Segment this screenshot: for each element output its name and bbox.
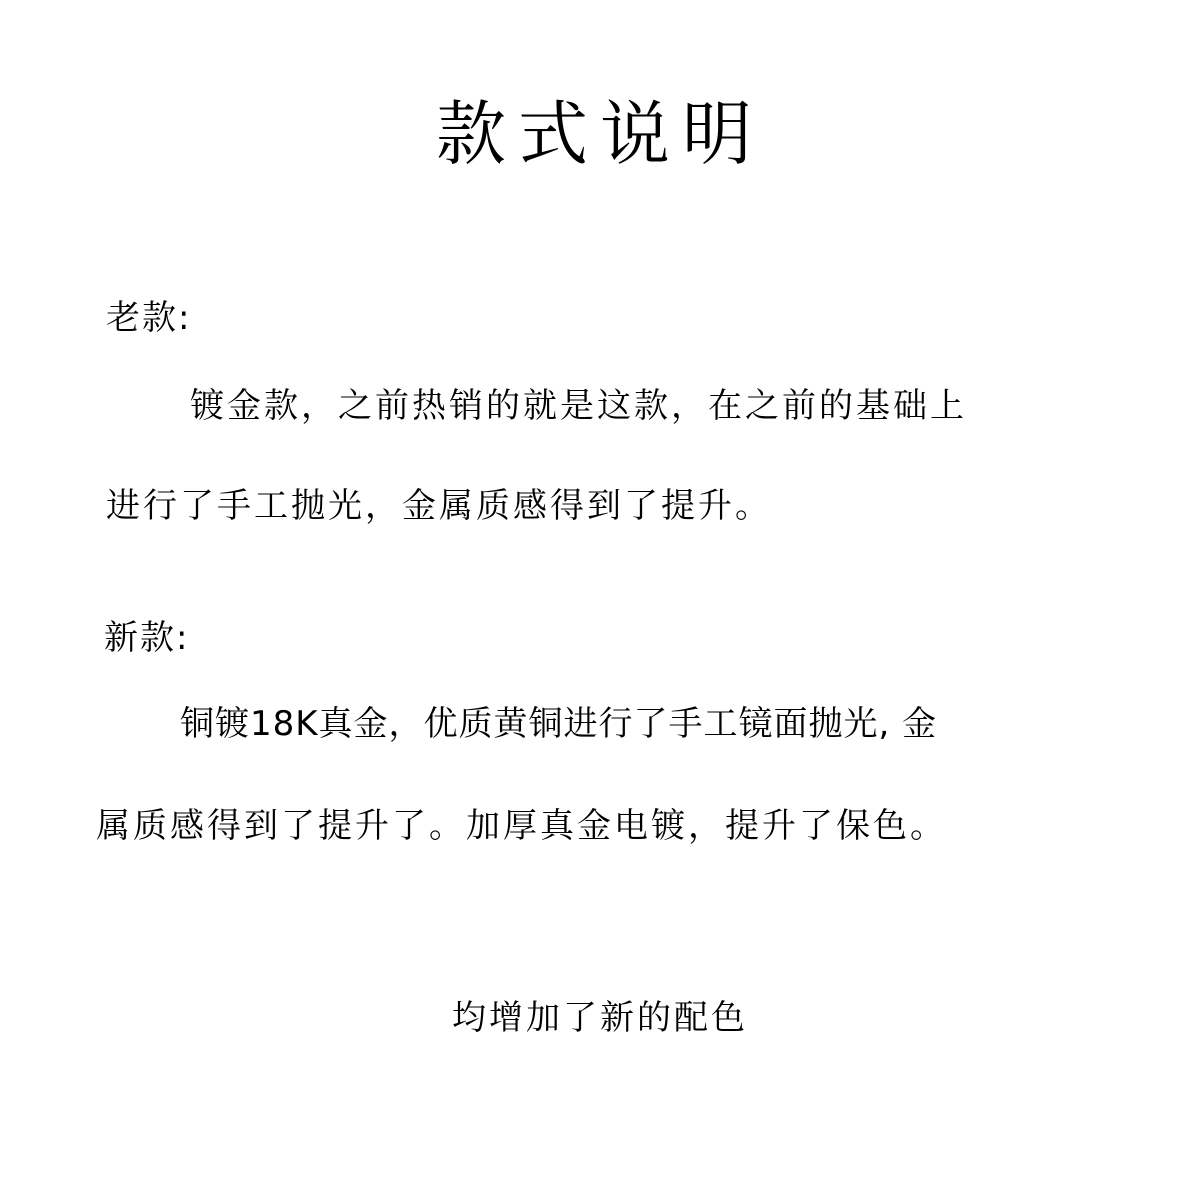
new-style-heading: 新款: (104, 618, 190, 658)
old-style-description-line-2: 进行了手工抛光，金属质感得到了提升。 (106, 486, 772, 526)
new-style-description-line-1: 铜镀18K真金，优质黄铜进行了手工镜面抛光, 金 (180, 704, 938, 744)
new-style-description-line-2: 属质感得到了提升了。加厚真金电镀，提升了保色。 (96, 806, 947, 846)
old-style-description-line-1: 镀金款，之前热销的就是这款，在之前的基础上 (190, 386, 967, 426)
page-title: 款式说明 (436, 93, 764, 175)
footer-note: 均增加了新的配色 (452, 998, 748, 1038)
old-style-heading: 老款: (106, 298, 192, 338)
